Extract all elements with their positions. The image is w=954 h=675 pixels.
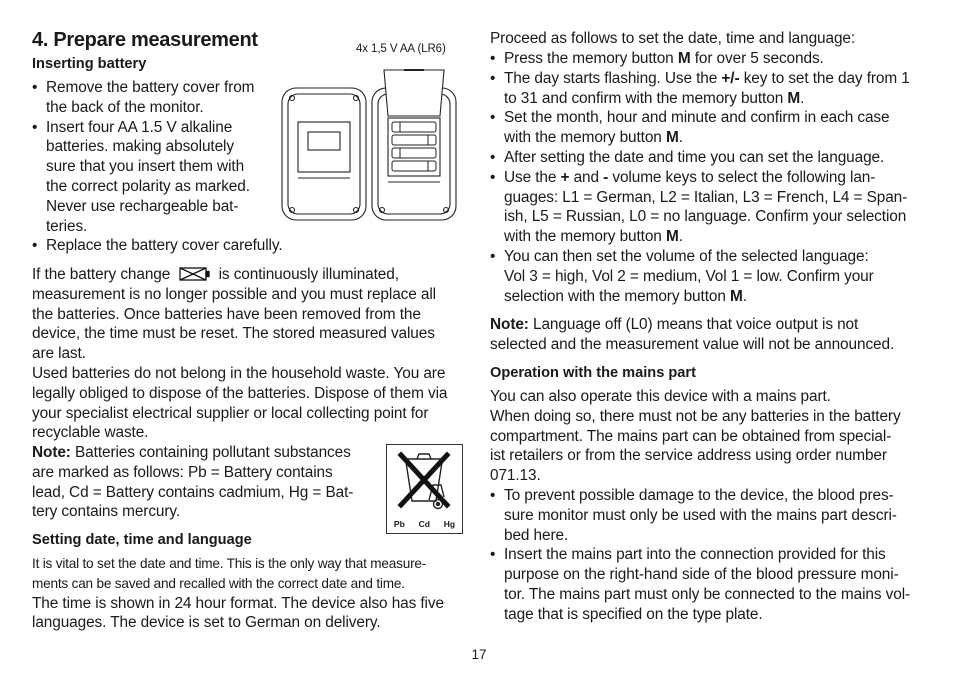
language-note: Note: Language off (L0) means that voice output is not selected and the measurement value will not be announced. bbox=[490, 316, 895, 353]
step-set-volume: • You can then set the volume of the selected language: Vol 3 = high, Vol 2 = medium, Vol 1 = low. Confirm your selection with the memory button M. bbox=[490, 247, 922, 306]
text-line: languages. The device is set to German on delivery. bbox=[32, 614, 381, 632]
list-item: • Insert four AA 1.5 V alkaline batteries. making absolutely sure that you insert them with the correct polarity as marked. Never use rechargeable bat- teries. bbox=[32, 118, 282, 237]
inserting-battery-heading: Inserting battery bbox=[32, 56, 147, 72]
page-number: 17 bbox=[471, 647, 487, 662]
battery-insertion-illustration bbox=[278, 62, 468, 232]
list-item: • To prevent possible damage to the device, the blood pres- sure monitor must only be used with the mains part descri- bed here. bbox=[490, 486, 922, 545]
battery-change-icon bbox=[177, 266, 211, 282]
step-set-day: • The day starts flashing. Use the +/- key to set the day from 1 to 31 and confirm with the memory button M. bbox=[490, 69, 922, 109]
text-line: The time is shown in 24 hour format. The device also has five bbox=[32, 594, 444, 612]
battery-change-paragraph: If the battery change is continuously illuminated, measurement is no longer possible and you must replace all the batteries. Once batteries have been removed from the device, the time must be reset. The stored measured values are last. Used batteries do not belong in the household waste. You are legally obliged to dispose of the batteries. Dispose of them via your specialist electrical supplier or local collecting point for recyclable waste. bbox=[32, 266, 448, 442]
small-text-line: ments can be saved and recalled with the correct date and time. bbox=[32, 575, 405, 591]
mains-heading: Operation with the mains part bbox=[490, 365, 696, 381]
list-item: • Remove the battery cover from the back of the monitor. bbox=[32, 78, 282, 118]
list-item: • Insert the mains part into the connection provided for this purpose on the right-hand side of the blood pressure moni- tor. The mains part must only be connected to the mains vol- tage that is specified on the type plate. bbox=[490, 545, 922, 624]
inserting-battery-list bbox=[32, 78, 282, 236]
bin-labels: Pb Cd Hg bbox=[393, 519, 456, 529]
step-press-memory: • Press the memory button M for over 5 seconds. bbox=[490, 49, 922, 69]
small-text-line: It is vital to set the date and time. This is the only way that measure- bbox=[32, 556, 427, 571]
steps-list bbox=[490, 49, 922, 306]
step-language-intro: • After setting the date and time you can set the language. bbox=[490, 148, 922, 168]
crossed-bin-icon bbox=[387, 445, 462, 515]
setting-date-heading: Setting date, time and language bbox=[32, 532, 252, 548]
setting-date-paragraph bbox=[32, 554, 472, 633]
mains-bullets bbox=[490, 486, 922, 625]
list-item: • Replace the battery cover carefully. bbox=[32, 236, 462, 256]
battery-note-paragraph: Note: Batteries containing pollutant substances are marked as follows: Pb = Battery contains lead, Cd = Battery contains cadmium, Hg = Bat- tery contains mercury. bbox=[32, 444, 354, 521]
step-select-language: • Use the + and - volume keys to select the following lan- guages: L1 = German, L2 = Italian, L3 = French, L4 = Span- ish, L5 = Russian, L0 = no language. Confirm your selection with the memory button M. bbox=[490, 168, 922, 247]
replace-cover-list bbox=[32, 236, 462, 256]
crossed-bin-symbol bbox=[386, 444, 463, 534]
intro-text: Proceed as follows to set the date, time and language: bbox=[490, 30, 856, 47]
section-title: 4. Prepare measurement bbox=[32, 29, 258, 51]
battery-caption: 4x 1,5 V AA (LR6) bbox=[356, 43, 446, 55]
step-set-month: • Set the month, hour and minute and confirm in each case with the memory button M. bbox=[490, 108, 922, 148]
mains-paragraph: You can also operate this device with a mains part. When doing so, there must not be any batteries in the battery compartment. The mains part can be obtained from special- ist retailers or from the service address using order number 071.13. bbox=[490, 388, 901, 485]
